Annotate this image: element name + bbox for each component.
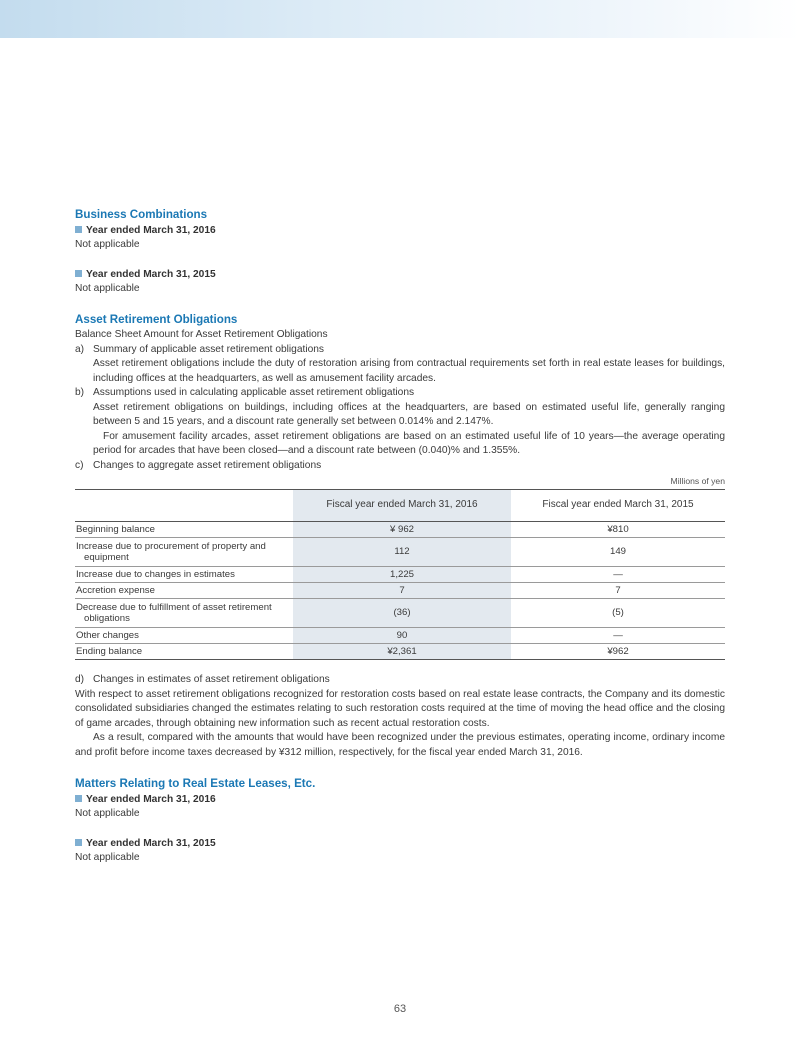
aro-item-a: a) Summary of applicable asset retirement obligations Asset retirement obligations include the duty of restoration arising from contractual requirements set forth in real estate leases for buildings, including offices at the headquarters, as well as amusement facility arcades.: [75, 343, 725, 387]
aro-d-title: Changes in estimates of asset retirement obligations: [93, 674, 330, 685]
row-value-2015: 149: [511, 538, 725, 567]
row-value-2015: —: [511, 567, 725, 583]
aro-table: [75, 489, 725, 660]
aro-d-text2: As a result, compared with the amounts that would have been recognized under the previous estimates, operating income, ordinary income and profit before income taxes decreased by ¥312 million, respectively, for the fiscal year ended March 31, 2016.: [75, 732, 725, 758]
aro-d-text1: With respect to asset retirement obligations recognized for restoration costs based on real estate lease contracts, the Company and its domestic consolidated subsidiaries changed the estimates relating to such restoration costs required at the time of moving the head office and the closing of game arcades, through obtaining new information such as recent actual restoration costs.: [75, 688, 725, 729]
leases-period-2015-label: Year ended March 31, 2015: [75, 836, 725, 851]
aro-item-d: d) Changes in estimates of asset retirement obligations: [75, 673, 725, 688]
row-value-2016: 90: [293, 628, 511, 644]
table-row: [75, 583, 725, 599]
header-fy2015: Fiscal year ended March 31, 2015: [511, 490, 725, 522]
table-row: [75, 522, 725, 538]
square-bullet-icon: [75, 795, 82, 802]
square-bullet-icon: [75, 839, 82, 846]
row-value-2016: 112: [293, 538, 511, 567]
row-label: Ending balance: [75, 644, 293, 660]
row-value-2016: ¥2,361: [293, 644, 511, 660]
business-combinations-heading: Business Combinations: [75, 208, 208, 221]
row-value-2015: ¥962: [511, 644, 725, 660]
table-header-row: [75, 490, 725, 522]
bc-period-2015-text: Not applicable: [75, 282, 140, 294]
aro-item-b: b) Assumptions used in calculating applicable asset retirement obligations Asset retirement obligations on buildings, including offices at the headquarters, are based on estimated useful life, generally ranging between 5 and 15 years, and a discount rate generally set between 0.014% and 2.147%. For amusement facility arcades, asset retirement obligations are based on an estimated useful life of 10 years—the average operating period for arcades that have been closed—and a discount rate between (0.040)% and 1.355%.: [75, 386, 725, 459]
aro-subtitle: Balance Sheet Amount for Asset Retirement Obligations: [75, 329, 328, 340]
header-blank: [75, 490, 293, 522]
aro-c-title: Changes to aggregate asset retirement obligations: [93, 459, 322, 471]
leases-period-2015-text: Not applicable: [75, 851, 140, 863]
row-value-2016: 1,225: [293, 567, 511, 583]
table-row: [75, 628, 725, 644]
row-label: Increase due to changes in estimates: [75, 567, 293, 583]
page-content: [75, 207, 725, 865]
square-bullet-icon: [75, 226, 82, 233]
header-fy2016: Fiscal year ended March 31, 2016: [293, 490, 511, 522]
bc-period-2016-text: Not applicable: [75, 239, 140, 250]
table-row: [75, 644, 725, 660]
aro-b-title: Assumptions used in calculating applicable asset retirement obligations: [93, 387, 415, 398]
row-label: Increase due to procurement of property and equipment: [75, 538, 293, 567]
row-value-2015: 7: [511, 583, 725, 599]
aro-a-title: Summary of applicable asset retirement obligations: [93, 343, 325, 355]
header-band: [0, 0, 800, 38]
aro-heading: Asset Retirement Obligations: [75, 313, 238, 326]
row-value-2015: (5): [511, 599, 725, 628]
bc-period-2015-label: Year ended March 31, 2015: [75, 267, 725, 282]
leases-period-2016-text: Not applicable: [75, 808, 140, 819]
aro-a-text: Asset retirement obligations include the duty of restoration arising from contractual requirements set forth in real estate leases for buildings, including offices at the headquarters, as well as amusement facility arcades.: [93, 358, 725, 384]
row-value-2015: —: [511, 628, 725, 644]
row-label: Beginning balance: [75, 522, 293, 538]
row-value-2016: 7: [293, 583, 511, 599]
aro-item-c: c) Changes to aggregate asset retirement obligations: [75, 459, 725, 474]
row-label: Accretion expense: [75, 583, 293, 599]
row-value-2015: ¥810: [511, 522, 725, 538]
row-label: Decrease due to fulfillment of asset retirement obligations: [75, 599, 293, 628]
aro-b-text1: Asset retirement obligations on buildings, including offices at the headquarters, are based on estimated useful life, generally ranging between 5 and 15 years, and a discount rate generally set between 0.014% and 2.147%.: [93, 401, 725, 427]
unit-label: Millions of yen: [670, 476, 725, 486]
row-value-2016: ¥ 962: [293, 522, 511, 538]
leases-period-2016-label: Year ended March 31, 2016: [75, 792, 725, 807]
bc-period-2016-label: Year ended March 31, 2016: [75, 223, 725, 238]
table-row: [75, 538, 725, 567]
square-bullet-icon: [75, 270, 82, 277]
page-number: 63: [393, 1003, 407, 1015]
row-label: Other changes: [75, 628, 293, 644]
table-row: [75, 599, 725, 628]
aro-b-text2: For amusement facility arcades, asset retirement obligations are based on an estimated useful life of 10 years—the average operating period for arcades that have been closed—and a discount rate between (0.040)% and 1.355%.: [93, 430, 725, 456]
row-value-2016: (36): [293, 599, 511, 628]
table-row: [75, 567, 725, 583]
leases-heading: Matters Relating to Real Estate Leases, Etc.: [75, 777, 316, 790]
